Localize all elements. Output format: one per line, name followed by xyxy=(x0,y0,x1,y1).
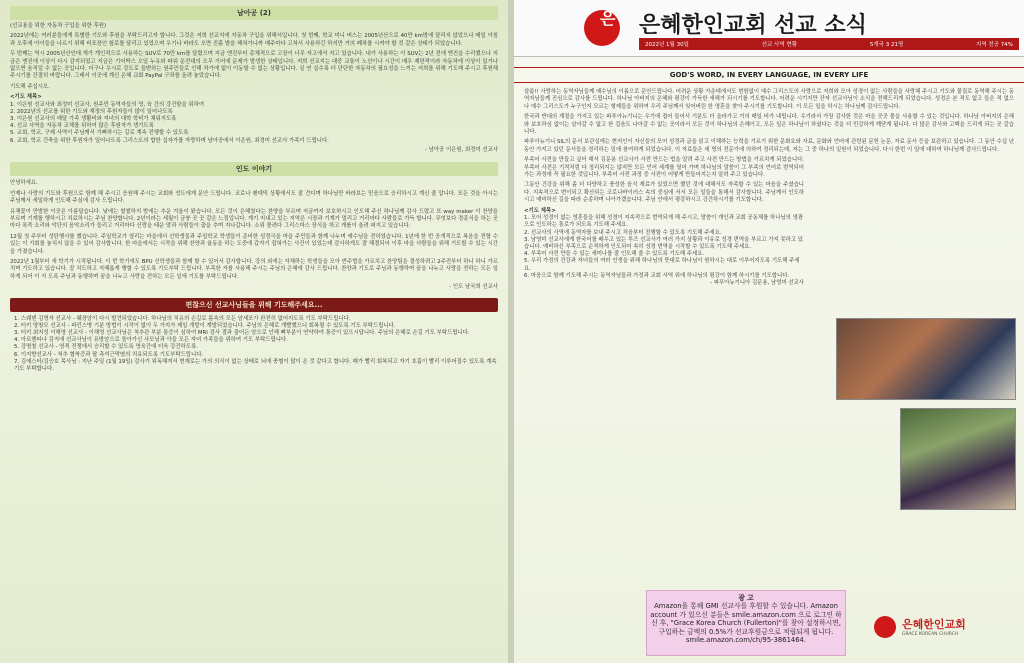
section-title-south-africa: 남아공 (2) xyxy=(10,6,498,20)
paragraph: 2022년에는 여러분들에게 특별한 기도와 후원을 부탁드리고자 합니다. 그것은 저희 선교지에 자동차 구입을 위해서입니다. 첫 번째, 학교 미니 버스는 2005년산으로 40만 km방에 달리지 않았으나 매일 아침과 오후에 아이들을 나르기 위해 비포장인 험로를 달리고 있었으며 우기나 바라도 오면 진흙 밭을 헤쳐가니까 매주마다 고쳐서 사용하긴 하지만 거의 폐차를 시켜야 할 것 같은 상태가 되었습니다. xyxy=(10,33,498,47)
paragraph: 두 번째는 역시 2005년산인데 개가 개인적으로 사용하는 SUV로 70만 km를 달렸으며 지금 엔진부터 총체적으로 고장이 너무 자고에서 지고 있습니다. 내가 사용하는 이 SUV는 2년 전에 엔진을 수리했으나 지금은 엔진에 이상이 다시 감지되었고 지금은 기어박스 오일 누유와 파워 운전대의 오무 기어에 문제가 발생한 상태입니다. 저희 선교지는 대중 교통이 노선이나 시간이 매우 제한적이라 자동차에 이상이 있거나 없으면 움직일 수 없는 곳입니다. 더구나 우시로 강도로 들변하는 원주민들로 인해 차가에 없이 이동할 수 없는 상황입니다. 실 연 실수록 더 단단한 자동차의 필요성을 느끼는 저희를 위해 기도해 주시고 후원해 주시기를 간절히 바랍니다. 그래서 이곳에 계신 은혜 교회 PayPal 구좌를 올려 놓았습니다. xyxy=(10,51,498,80)
footer-logo-mark xyxy=(874,616,896,638)
list-item: 3. 이은원 선교사의 매달 가족 생활비와 저녀의 대학 학비가 채워지도록 xyxy=(10,116,177,123)
paragraph: 유채꽃이 만발한 이곳은 아름답습니다. 낮에는 쌀쌀하지 밤에는 추운 겨울이 왔습니다. 모든 것이 은혜였다는 찬양을 부르며 지금까지 보호하시고 인도해 주신 하나님께 감사 드렸고 또 way maker 이 찬양을 부르며 기계를 행하시고 치료하시는 주님 찬양합니다. 2년이라는 세월이 금붕 곳 곳 같은 느낌입니다. 계기 지내고 있는 지역은 시장과 기계가 멀리고 거리마다 사람들로 가득 합니다. 무엇보다 경종식을 하는 곳마다 폭죽 소리와 악단의 음악소리가 들리고 거리마다 신랑을 태운 말과 사람들이 춤을 추며 지나갑니다. 소위 몰려다 그리스마스 장식을 하고 캐롤이 울려 퍼지고 있습니다. xyxy=(10,208,498,230)
paragraph: 기도해 주십시오. xyxy=(10,83,50,90)
logo-glyph: 은 xyxy=(600,9,616,28)
paragraph: 한국과 반대의 계절을 가지고 있는 파푸아뉴기니는 우기에 접어 들어서 기분도 더 올라가고 거의 매일 비가 내립니다. 우기라서 가장 감사한 것은 마을 곳곳 물을 사용할 수 있는 것입니다. 하나님 아버지의 은혜와 보호하심 없이는 살아갈 수 없고 한 걸음도 나아갈 수 없는 곳이라서 모든 것이 하나님의 은혜이고, 모든 일은 하나님이 하셨다는 것을 더 민감하게 깨닫게 됩니다. 다 많은 감사와 고백을 드리게 되는 곳 같습니다. xyxy=(524,114,1014,136)
list-item: 4. 선교 사역을 자동차 교체를 위하여 많은 후원자가 생기도록 xyxy=(10,123,154,130)
list-item: 3. 남영미 선교사에게 한국어를 배우고 있는 투즈 선교사가 여러 가지 상황과 이유로 성경 번역을 부르고 가지 못하고 있습니다. 예비하신 부족으로 순적하게 인도되어 속히 성경 번역을 시작할 수 있도록 기도해 주세요. xyxy=(524,236,804,250)
paragraph: 샬롬!! 사랑하는 동역자님들께 예수님의 이름으로 문안드립니다. 어려운 상황 가운데에서도 변함없이 예수 그리스도의 사랑으로 저희와 모아 성경이 없는 사람들을 사랑해 주시고 기도와 물질로 동역해 주시는 동역자님들께 진심으로 감사를 드립니다. 하나님 아버지의 은혜와 평강이 가득한 새해가 되시기를 기도합니다. 어려운 시기지만 잔자 선교사님이 소식을 전해드리게 되었습니다. 성경은 본 적도 없고 들은 적 없으나 예수 그리스도가 누구인지 모르는 형제들을 위하여 우리 주님께서 잊어버린 한 영혼을 찾아 주시기를 기도합니다. 이 모든 일을 하시는 하나님께 감사드립니다. xyxy=(524,89,1014,110)
mission-photo xyxy=(836,318,1016,400)
paragraph: 안녕하세요. xyxy=(10,180,38,187)
ad-body: Amazon을 통해 GMI 선교사를 후원할 수 있습니다. Amazon account 가 있으신 분들은 smile.amazon.com 으로 로그인 하신 후, "Grace Korea Church (Fullerton)"를 찾아 설정하시면, 구입하는 금액의 0.5%가 선교후원금으로 적립되게 됩니다. smile.amazon.com/ch/95-3861464. xyxy=(650,602,842,645)
paragraph: 파푸아뉴기니 SIL의 문서 보관실에는 현지인이 자신들의 모어 성경과 글을 읽고 이해하는 능력을 기르기 위한 문화요와 자료, 문화와 언어에 관련된 문헌 논문, 자료 문서 등을 보관하고 있습니다. 그 동안 수십 년 동안 가지고 있던 문서들을 정리하는 일에 참여하게 되었습니다. 이 자료들은 세 명의 전문가에 의하여 정리되는데, 저는 그 중 하나의 일원이 되었습니다. 다시 한번 이 일에 대하여 하나님께 감사드립니다. xyxy=(524,139,1014,153)
prayer-list xyxy=(14,316,498,374)
list-item: 3. 터키 최지성 이해영 선교사 - 이해영 선교사님은 척추관 부분 통증이 심하여 MRI 검사 결과 출어든 암으로 인해 뼈부분이 연약하여 통증이 있으시답니다. 주님의 은혜로 손길 기도 부탁드립니다. xyxy=(14,329,470,336)
right-page xyxy=(514,0,1024,663)
list-item: 5. 우리 가정의 건강과 자녀들의 여러 인생을 위해 하나님의 뜻대로 하나님이 원하시는 대로 이루어지도록 기도해 주세요. xyxy=(524,258,800,272)
list-item: 1. 스웨덴 김명자 선교사 - 췌장암이 다시 발견되었습니다. 하나님의 치유의 손길로 몸속의 모든 암세포가 완전히 없어지도록 기도 부탁드립니다. xyxy=(14,315,351,322)
section-title-sick-missionaries: 편찮으신 선교사님들을 위해 기도해주세요... xyxy=(10,298,498,312)
header-subbar xyxy=(639,38,1019,50)
section-heading: (선교용을 위한 자동차 구입을 위한 후원) xyxy=(10,23,107,29)
paragraph: 언제나 사랑의 기도와 후원으로 함께 해 주시고 응원해 주시는 교회와 성도에게 문안 드립니다. 코로나 팬데믹 상황에서도 잘 견디며 하나님만 바라보는 믿음으로 승리하시고 계신 줄 압니다. 모든 것을 아시는 주님께서 세밀하게 인도해 주심에 감사 드립니다. xyxy=(10,190,498,205)
list-item: 6. 이지향선교사 - 척추 협착증과 팔 측석근막염의 치유되도록 기도부탁드립니다. xyxy=(14,351,204,358)
list-item: 2. 선교사의 사역에 동역자를 보내 주시고 처음부터 진행할 수 있도록 기도해 주세요. xyxy=(524,229,722,236)
paragraph: 그동안 건강을 위해 좀 더 다양하고 풍성한 음식 재료가 있었으면 했던 것에 대해서도 자족할 수 있는 마음을 주셨습니다. 지속적으로 변이되고 확산되는 코로나바이러스 속의 중심에 서서 모든 일들을 통해서 감사합니다. 주님께서 인도하시고 예비하신 길을 따라 순종하며 나아가겠습니다. 주님 안에서 평강하시고 강건하시기를 기도합니다. xyxy=(524,182,804,204)
list-item: 6. 교회, 학교 건축을 위한 후원자가 일어나도록 그리스도의 합한 십자가를 자랑하며 남아공에서 이은원, 최정미 선교사 가족이 드립니다. xyxy=(10,137,329,144)
paragraph: 부족어 사전을 만들고 싶어 해서 김문용 선교사가 사전 만드는 법을 알려 주고 사전 만드는 방법을 가르치게 되었습니다. 부족어 사전은 기적처럼 다 정리되지는 않지만 모든 언어 세계를 열어 가며 하나님의 말씀이 그 부족의 언어로 번역되어 가는 과정에 꼭 필요한 것입니다. 부족어 사전 과정 중 사전이 어떻게 만들어지는지 알려 주고 있습니다. xyxy=(524,157,804,179)
header-info: 지역 전공 74% xyxy=(976,42,1013,48)
list-item: 1. 이은원 선교사와 최정미 선교사, 원주민 동역자들의 영, 육 간의 강건함을 위하여 xyxy=(10,101,205,108)
list-item: 1. 모어 성경이 없는 영혼들을 위해 성경이 지속적으로 번역되게 해 주시고, 말씀이 개인과 교회 공동체를 하나님의 영광으로 인도하는 통로가 되도록 기도해 주세요. xyxy=(524,215,804,229)
prayer-list xyxy=(524,215,804,280)
ad-title: 광 고 xyxy=(738,594,754,602)
footer-church-name: 은혜한인교회 xyxy=(902,618,966,631)
text-column xyxy=(514,157,814,287)
paragraph: 12월 첫 주부터 성탄행사를 했습니다. 주일학교가 열리는 마을에서 신학생들과 주일학교 학생들이 준비한 성경극을 마을 주민들과 함께 나누며 예수님을 전하였습니다. 1년에 한 번 공개적으로 복음을 전할 수 있는 이 기회를 놓치지 않을 수 있어 감사합니다. 한 마을에서는 시작을 위해 찬양과 율동을 하는 도중에 갑자기 잡혀가는 사건이 있었는데 감사하게도 잘 해결되어 이후 마을 사람들을 위해 기도할 수 있는 시간을 가졌습니다. xyxy=(10,233,498,255)
list-item: 5. 교회, 학교, 구제 사역이 주님께서 기뻐하시는 길로 계속 전행할 수 있도록 xyxy=(10,130,189,137)
list-item: 5. 강명철 선교사 - 영적 전쟁에서 승리할 수 있도록 영육간에 더욱 강건하도록. xyxy=(14,344,198,351)
list-item: 6. 마음으로 함께 기도해 주시는 동역자님들과 가정과 교회 사역 위에 하나님의 평강이 함께 하시기를 기도합니다. xyxy=(524,272,790,279)
newsletter-title: 은혜한인교회 선교 소식 xyxy=(639,13,867,38)
prayer-list-heading: <기도 제목> xyxy=(524,207,556,214)
paragraph: 2022년 1월부터 새 학기가 시작됩니다. 이 번 학기에도 BPU 신학생들과 함께 할 수 있어서 감사합니다. 강의 외에는 자체하는 학생들을 모아 반주법을 가르치고 찬양팀을 결성하려고 2주전부터 하니 하니 가르치며 기도하고 있습니다. 잘 치도하고 지혜롭게 행할 수 있도록 기도부탁 드립니다. 부족한 자를 사용해 주시는 주님의 은혜에 감사 드립니다. 찬양과 기도로 주님과 동행하며 꿈을 나누고 사랑을 전하는 모든 일 하게 되어 이 지 도록 주님과 동행하며 꿈을 나누고 사랑을 전하는 모든 일에 기도를 부탁드립니다. xyxy=(10,258,498,280)
section-title-india: 인도 이야기 xyxy=(10,162,498,176)
footer-church-sub: GRACE KOREAN CHURCH xyxy=(902,632,959,637)
list-item: 2. 2022년의 선교를 위한 기도와 재정의 후원자들이 많이 일어나도록 xyxy=(10,108,173,115)
signature: - 파푸아뉴기니아 김문용, 남영미 선교사 xyxy=(710,279,804,286)
footer-logo xyxy=(874,612,1019,652)
list-item: 7. 김에스터/김승호 목사님 : 지난 주일 (1월 19일) 감사기 위독해져서 현재로는 가의 의식이 없는 상태로 뇌에 충혈이 많이 온 것 같다고 합니다. 패가 빨리 회복되고 자기 호흡이 빨리 이루어질수 있도록 계속 기도 부탁합니다. xyxy=(14,358,497,372)
newsletter-header xyxy=(514,0,1024,57)
list-item: 2. 터키 양창모 선교사 - 파킨스병 기분 방법이 시작이 없이 두 가지가 제일 개발이 계발되었습니다. 주님의 은혜로 개빨했으니 회복될 수 있도록 기도 부탁드립니다. xyxy=(14,322,396,329)
signature: - 인도 남국희 선교사 xyxy=(449,284,498,291)
prayer-list-heading: <기도 제목> xyxy=(10,94,42,101)
signature: - 남아공 이은원, 최정미 선교사 xyxy=(424,146,498,153)
advertisement-box xyxy=(646,590,846,656)
mission-photo xyxy=(900,408,1016,510)
header-info: 5개국 3 21명 xyxy=(869,42,904,48)
header-info: 선교 사역 현황 xyxy=(761,42,798,48)
prayer-list xyxy=(10,102,498,145)
list-item: 4. 부족어 사전 만들 수 있는 세미나를 잘 인도해 줄 수 있도록 기도해 주세요. xyxy=(524,251,705,258)
header-date: 2022년 1월 30일 xyxy=(645,42,689,48)
motto-ribbon: GOD'S WORD, IN EVERY LANGUAGE, IN EVERY LIFE xyxy=(514,67,1024,83)
left-page xyxy=(0,0,508,663)
list-item: 4. 아르헨티나 김지애 선교사님이 유방암으로 돌아가신 사모님과 아들 모든 자녀 가족들을 위하여 기도 부탁드립니다. xyxy=(14,337,288,344)
